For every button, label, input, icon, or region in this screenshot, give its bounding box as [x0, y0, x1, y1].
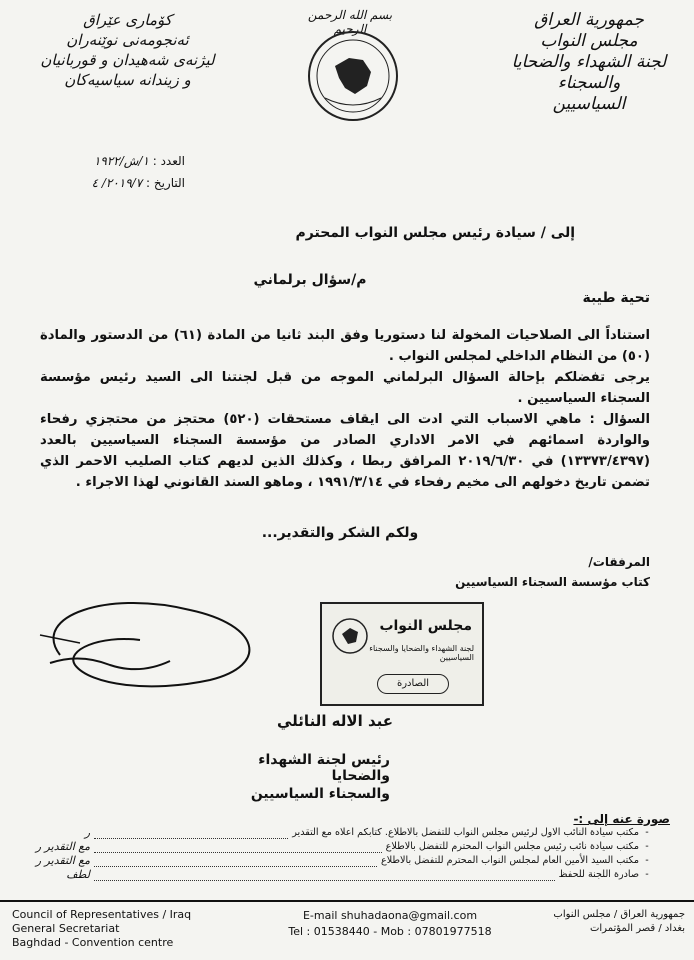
signer-title: والسجناء السياسيين — [250, 786, 390, 802]
cc-item-text: مكتب سيادة نائب رئيس مجلس النواب المحترم للتفضل بالاطلاع — [385, 841, 639, 852]
cc-item — [20, 868, 655, 882]
footer-address-english — [12, 908, 212, 950]
stamp-title: مجلس النواب — [379, 618, 472, 634]
stamp-subtitle: لجنة الشهداء والضحايا والسجناء السياسيين — [369, 644, 474, 662]
subject-line: م/سؤال برلماني — [253, 272, 367, 288]
letterhead-kurdish-line: و زیندانە سیاسیەکان — [64, 71, 191, 89]
body-paragraph: السؤال : ماهي الاسباب التي ادت الى ايقاف مستحقات (٥٢٠) محتجز من محتجزي رفحاء والواردة اسمائهم في الامر الاداري الصادر من مؤسسة السجناء السياسيين بالعدد (١٣٣٧٣/٤٣٩٧) في ٢٠١٩/٦/٣٠ المرافق ربطا ، وكذلك الذين لديهم كتاب الصليب الاحمر الذي تضمن تاريخ دخولهم الى مخيم رفحاء في ١٩٩١/٣/١٤ ، وماهو السند القانوني لهذا الاجراء . — [40, 412, 651, 490]
reference-block — [45, 150, 185, 194]
letterhead-kurdish-line: ئەنجومەنی نوێنەران — [66, 31, 189, 49]
official-stamp — [320, 602, 484, 706]
letter-body — [40, 325, 650, 493]
footer-phones: Tel : 01538440 - Mob : 07801977518 — [288, 925, 492, 938]
letterhead-kurdish-line: كۆماری عێراق — [83, 11, 172, 29]
cc-bullet: - — [645, 841, 649, 852]
reference-date-value: ٢٠١٩/٧/ ٤ — [91, 176, 143, 190]
cc-dotted-line — [94, 870, 555, 881]
body-paragraph: استناداً الى الصلاحيات المخولة لنا دستوريا وفق البند ثانيا من المادة (٦١) من الدستور والمادة (٥٠) من النظام الداخلي لمجلس النواب . — [40, 328, 650, 364]
footer-address-line: Council of Representatives / Iraq — [12, 908, 192, 921]
cc-heading: صورة عنه إلى :- — [573, 812, 670, 826]
footer-divider — [0, 900, 694, 902]
letterhead-arabic-line: مجلس النواب — [540, 31, 638, 51]
cc-item-note: مع التقدير ر — [35, 840, 90, 853]
letterhead-arabic-line: جمهورية العراق — [534, 10, 644, 30]
cc-item-note: لطف — [66, 868, 90, 881]
reference-number-label: العدد : — [152, 154, 185, 168]
attachment-item: كتاب مؤسسة السجناء السياسيين — [455, 575, 650, 589]
addressee: إلى / سيادة رئيس مجلس النواب المحترم — [295, 225, 575, 241]
basmala: بسم الله الرحمن الرحيم — [307, 8, 393, 36]
cc-bullet: - — [645, 869, 649, 880]
attachments-label: المرفقات/ — [588, 555, 650, 569]
reference-date-label: التاريخ : — [145, 176, 185, 190]
footer-address-arabic — [525, 908, 685, 936]
body-paragraph: يرجى تفضلكم بإحالة السؤال البرلماني الموجه من قبل لجنتنا الى السيد رئيس مؤسسة السجناء السياسيين . — [40, 370, 650, 406]
cc-item-text: صادرة اللجنة للحفظ — [558, 869, 639, 880]
letterhead-arabic — [494, 10, 684, 115]
cc-item — [20, 854, 655, 868]
cc-item — [20, 826, 655, 840]
signer-name: عبد الاله النائلي — [277, 712, 393, 730]
cc-dotted-line — [94, 828, 288, 839]
cc-item-text: مكتب السيد الأمين العام لمجلس النواب المحترم للتفضل بالاطلاع — [380, 855, 639, 866]
cc-list — [20, 826, 655, 882]
letterhead-kurdish — [20, 10, 235, 90]
parliament-emblem-icon — [305, 28, 401, 124]
letterhead-arabic-line: السياسيين — [552, 94, 626, 114]
cc-bullet: - — [645, 855, 649, 866]
reference-date — [45, 172, 185, 194]
reference-number-value: ١/ش/١٩٢٢ — [93, 154, 149, 168]
signer-title: رئيس لجنة الشهداء والضحايا — [258, 752, 390, 784]
letterhead-arabic-line: لجنة الشهداء والضحايا والسجناء — [511, 52, 667, 93]
cc-item — [20, 840, 655, 854]
greeting: تحية طيبة — [582, 290, 650, 306]
footer-address-line: General Secretariat — [12, 922, 120, 935]
footer-contact — [265, 908, 515, 940]
footer-address-line: بغداد / قصر المؤتمرات — [589, 923, 685, 934]
cc-dotted-line — [94, 842, 382, 853]
cc-item-text: مكتب سيادة النائب الاول لرئيس مجلس النواب للتفضل بالاطلاع. كتابكم اعلاه مع التقدير — [292, 827, 639, 838]
stamp-issued-badge: الصادرة — [377, 674, 449, 694]
signature-icon — [20, 595, 320, 705]
cc-item-note: مع التقدير ر — [35, 854, 90, 867]
cc-dotted-line — [94, 856, 377, 867]
letterhead-kurdish-line: لیژنەی شەهیدان و قوربانیان — [40, 51, 215, 69]
closing-thanks: ولكم الشكر والتقدير... — [261, 525, 419, 541]
reference-number — [45, 150, 185, 172]
footer-email: E-mail shuhadaona@gmail.com — [302, 909, 478, 922]
footer-address-line: جمهورية العراق / مجلس النواب — [553, 909, 685, 920]
footer-address-line: Baghdad - Convention centre — [12, 936, 174, 949]
cc-bullet: - — [645, 827, 649, 838]
cc-item-note: ر — [84, 826, 90, 839]
